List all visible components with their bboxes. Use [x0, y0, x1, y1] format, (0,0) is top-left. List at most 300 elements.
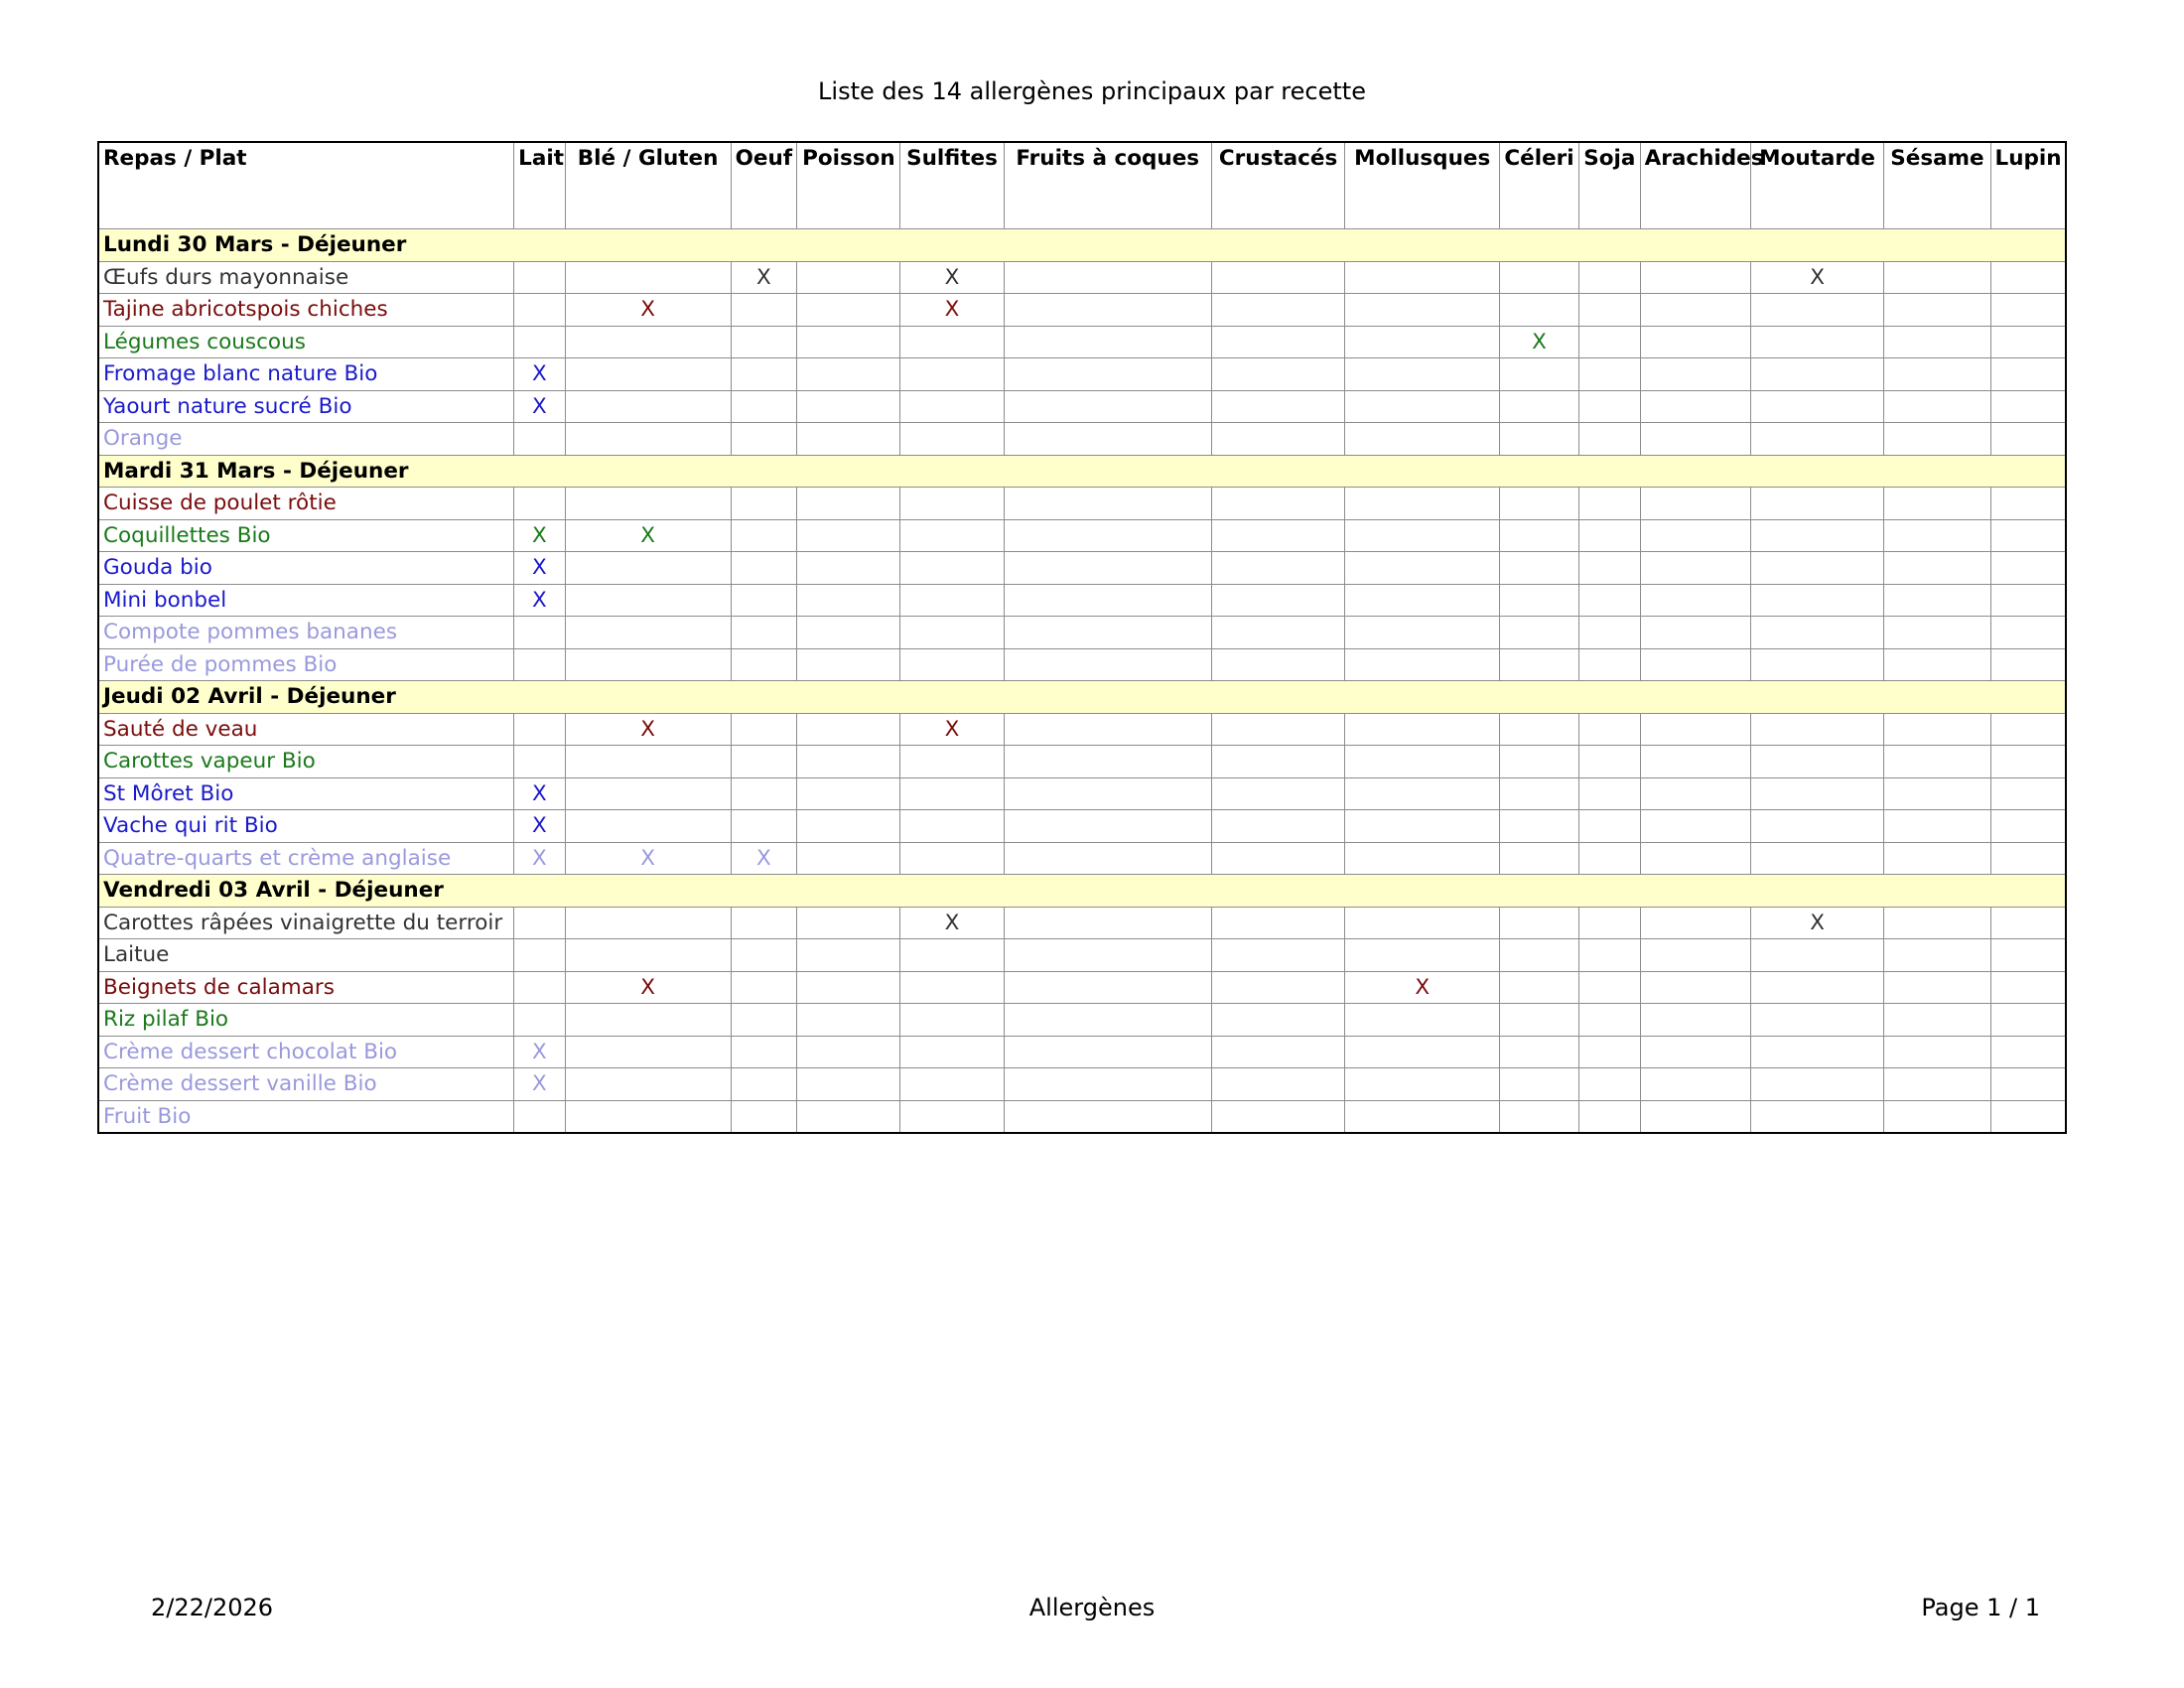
allergen-cell: [797, 326, 900, 358]
table-row: [98, 746, 2066, 778]
allergen-cell: [900, 423, 1004, 456]
allergen-cell: [565, 648, 731, 681]
allergen-cell: [1640, 810, 1750, 843]
allergen-cell: [514, 939, 566, 972]
allergen-cell: [1345, 939, 1500, 972]
allergen-cell: X: [565, 519, 731, 552]
dish-name: Fruit Bio: [98, 1100, 514, 1133]
dish-name: Gouda bio: [98, 552, 514, 585]
allergen-cell: [1640, 842, 1750, 875]
allergen-cell: [1884, 746, 1990, 778]
allergen-cell: [1500, 939, 1579, 972]
allergen-cell: [1990, 617, 2066, 649]
dish-name: Crème dessert chocolat Bio: [98, 1036, 514, 1068]
allergen-cell: [1640, 1068, 1750, 1101]
table-row: [98, 1036, 2066, 1068]
allergen-cell: [1640, 261, 1750, 294]
allergen-cell: [1990, 907, 2066, 939]
allergen-cell: [797, 713, 900, 746]
allergen-cell: [1578, 584, 1640, 617]
allergen-cell: [1500, 648, 1579, 681]
allergen-cell: X: [514, 358, 566, 391]
allergen-cell: X: [514, 842, 566, 875]
allergen-cell: [1750, 488, 1883, 520]
allergen-cell: [1640, 907, 1750, 939]
allergen-cell: [731, 939, 797, 972]
allergen-cell: [1004, 939, 1211, 972]
table-row: [98, 326, 2066, 358]
allergen-cell: [900, 617, 1004, 649]
allergen-cell: X: [1750, 907, 1883, 939]
allergen-cell: [1500, 519, 1579, 552]
allergen-cell: [1990, 971, 2066, 1004]
header-allergen: Poisson: [797, 142, 900, 229]
allergen-cell: [797, 358, 900, 391]
table-row: [98, 423, 2066, 456]
allergen-cell: [565, 488, 731, 520]
allergen-cell: [1884, 648, 1990, 681]
allergen-cell: [1345, 810, 1500, 843]
allergen-cell: [1004, 842, 1211, 875]
section-row: [98, 681, 2066, 714]
dish-name: Crème dessert vanille Bio: [98, 1068, 514, 1101]
allergen-cell: [1004, 777, 1211, 810]
allergen-cell: [1500, 746, 1579, 778]
allergen-cell: [1500, 810, 1579, 843]
allergen-cell: [900, 648, 1004, 681]
dish-name: St Môret Bio: [98, 777, 514, 810]
allergen-cell: [1640, 1036, 1750, 1068]
allergen-cell: [1640, 294, 1750, 327]
allergen-cell: [1500, 584, 1579, 617]
allergen-cell: [1578, 326, 1640, 358]
allergen-cell: [1578, 746, 1640, 778]
allergen-cell: [1750, 1068, 1883, 1101]
allergen-cell: [1500, 713, 1579, 746]
allergen-cell: [1640, 326, 1750, 358]
allergen-cell: [1004, 713, 1211, 746]
allergen-cell: [1345, 1004, 1500, 1037]
header-allergen: Céleri: [1500, 142, 1579, 229]
allergen-cell: [1004, 746, 1211, 778]
allergen-cell: [1884, 1100, 1990, 1133]
allergen-cell: [565, 939, 731, 972]
allergen-cell: [1211, 423, 1344, 456]
allergen-cell: [1211, 519, 1344, 552]
allergen-cell: [797, 294, 900, 327]
allergen-cell: [1345, 261, 1500, 294]
dish-name: Vache qui rit Bio: [98, 810, 514, 843]
allergen-cell: X: [514, 584, 566, 617]
allergen-cell: [797, 1004, 900, 1037]
allergen-cell: [1990, 1036, 2066, 1068]
allergen-cell: [1211, 358, 1344, 391]
dish-name: Fromage blanc nature Bio: [98, 358, 514, 391]
allergen-cell: [1345, 519, 1500, 552]
allergen-cell: [1345, 326, 1500, 358]
dish-name: Coquillettes Bio: [98, 519, 514, 552]
dish-name: Carottes vapeur Bio: [98, 746, 514, 778]
allergen-cell: [514, 971, 566, 1004]
allergen-cell: [1750, 552, 1883, 585]
allergen-cell: X: [900, 261, 1004, 294]
allergen-cell: [1345, 907, 1500, 939]
allergen-cell: [900, 390, 1004, 423]
table-row: [98, 617, 2066, 649]
allergen-cell: [797, 971, 900, 1004]
table-row: [98, 842, 2066, 875]
table-row: [98, 390, 2066, 423]
allergen-cell: [731, 971, 797, 1004]
allergen-cell: [1211, 584, 1344, 617]
allergen-cell: X: [731, 261, 797, 294]
allergen-cell: [1500, 1068, 1579, 1101]
allergen-cell: [514, 648, 566, 681]
header-allergen: Fruits à coques: [1004, 142, 1211, 229]
allergen-cell: [1578, 777, 1640, 810]
header-allergen: Sulfites: [900, 142, 1004, 229]
allergen-cell: [1004, 390, 1211, 423]
allergen-cell: X: [514, 390, 566, 423]
allergen-cell: [1884, 390, 1990, 423]
allergen-cell: [900, 584, 1004, 617]
dish-name: Compote pommes bananes: [98, 617, 514, 649]
allergen-cell: [1345, 358, 1500, 391]
header-allergen: Moutarde: [1750, 142, 1883, 229]
allergen-cell: [1750, 519, 1883, 552]
allergen-cell: [1578, 810, 1640, 843]
allergen-cell: [1004, 488, 1211, 520]
allergen-cell: [731, 294, 797, 327]
allergen-cell: [1211, 648, 1344, 681]
allergen-cell: [1004, 1004, 1211, 1037]
allergen-cell: [731, 1068, 797, 1101]
allergen-cell: [1004, 1068, 1211, 1101]
section-label: Jeudi 02 Avril - Déjeuner: [98, 681, 2066, 714]
allergen-cell: [1500, 261, 1579, 294]
allergen-cell: [1884, 519, 1990, 552]
allergen-cell: [1578, 617, 1640, 649]
allergen-cell: [731, 326, 797, 358]
allergen-cell: [1500, 552, 1579, 585]
allergen-cell: [1345, 777, 1500, 810]
allergen-cell: X: [1345, 971, 1500, 1004]
header-allergen: Lait: [514, 142, 566, 229]
allergen-cell: [1004, 358, 1211, 391]
allergen-cell: X: [514, 552, 566, 585]
allergen-cell: [1884, 939, 1990, 972]
allergen-cell: [1750, 584, 1883, 617]
dish-name: Riz pilaf Bio: [98, 1004, 514, 1037]
header-allergen: Crustacés: [1211, 142, 1344, 229]
allergen-cell: [1004, 907, 1211, 939]
allergen-cell: [565, 390, 731, 423]
allergen-cell: [1990, 390, 2066, 423]
table-row: [98, 971, 2066, 1004]
allergen-cell: [514, 746, 566, 778]
table-row: [98, 488, 2066, 520]
dish-name: Œufs durs mayonnaise: [98, 261, 514, 294]
allergen-cell: [565, 326, 731, 358]
allergen-cell: [797, 842, 900, 875]
allergen-cell: [1750, 1036, 1883, 1068]
allergen-cell: [1211, 810, 1344, 843]
allergen-cell: [1004, 648, 1211, 681]
allergen-cell: [1640, 390, 1750, 423]
allergen-cell: [900, 777, 1004, 810]
allergen-cell: [565, 584, 731, 617]
footer-page-number: Page 1 / 1: [1921, 1594, 2040, 1621]
allergen-cell: [1345, 390, 1500, 423]
table-body: [98, 229, 2066, 1134]
allergen-cell: [1211, 294, 1344, 327]
allergen-cell: [1345, 1100, 1500, 1133]
allergen-cell: [565, 261, 731, 294]
allergen-cell: [1990, 939, 2066, 972]
allergen-cell: [514, 907, 566, 939]
table-header-row: [98, 142, 2066, 229]
allergen-cell: [1750, 617, 1883, 649]
allergen-cell: [1578, 907, 1640, 939]
allergen-cell: [1578, 939, 1640, 972]
allergen-cell: [1990, 713, 2066, 746]
allergen-cell: [1640, 648, 1750, 681]
table-row: [98, 552, 2066, 585]
allergen-cell: [731, 390, 797, 423]
allergen-cell: [1345, 423, 1500, 456]
allergen-cell: [731, 423, 797, 456]
allergen-cell: [1345, 488, 1500, 520]
allergen-cell: [1578, 358, 1640, 391]
allergen-cell: [1884, 326, 1990, 358]
dish-name: Quatre-quarts et crème anglaise: [98, 842, 514, 875]
allergen-cell: [514, 1100, 566, 1133]
allergen-cell: X: [514, 519, 566, 552]
allergen-cell: [1990, 519, 2066, 552]
allergen-cell: X: [900, 907, 1004, 939]
allergen-cell: [1500, 294, 1579, 327]
allergen-cell: [565, 1100, 731, 1133]
allergen-cell: [731, 907, 797, 939]
allergen-cell: [514, 617, 566, 649]
allergen-cell: [1640, 358, 1750, 391]
allergen-cell: [1004, 810, 1211, 843]
allergen-cell: [1578, 294, 1640, 327]
allergen-cell: [1578, 390, 1640, 423]
allergen-cell: [565, 1004, 731, 1037]
header-dish: Repas / Plat: [98, 142, 514, 229]
allergen-cell: [1578, 842, 1640, 875]
allergen-cell: [1990, 552, 2066, 585]
allergen-cell: [565, 810, 731, 843]
allergen-cell: [1884, 713, 1990, 746]
allergen-cell: [1640, 746, 1750, 778]
allergen-cell: [1345, 617, 1500, 649]
allergen-cell: [731, 584, 797, 617]
table-row: [98, 519, 2066, 552]
allergen-cell: [1211, 971, 1344, 1004]
allergen-cell: [1211, 777, 1344, 810]
section-row: [98, 229, 2066, 262]
allergen-cell: [1004, 423, 1211, 456]
allergen-cell: [797, 907, 900, 939]
allergen-cell: [1500, 390, 1579, 423]
allergen-cell: [1640, 519, 1750, 552]
allergen-cell: [1884, 584, 1990, 617]
allergen-cell: [565, 1036, 731, 1068]
allergen-cell: [1750, 713, 1883, 746]
allergen-cell: [1578, 971, 1640, 1004]
table-row: [98, 648, 2066, 681]
table-row: [98, 1068, 2066, 1101]
allergen-cell: [1640, 1100, 1750, 1133]
allergen-cell: [797, 777, 900, 810]
allergen-cell: [1211, 713, 1344, 746]
allergen-cell: X: [514, 1036, 566, 1068]
dish-name: Tajine abricotspois chiches: [98, 294, 514, 327]
allergen-cell: [1004, 261, 1211, 294]
allergen-cell: [900, 971, 1004, 1004]
allergen-cell: [1884, 842, 1990, 875]
allergen-cell: [1750, 294, 1883, 327]
allergen-cell: [1578, 488, 1640, 520]
allergen-cell: [1990, 261, 2066, 294]
header-allergen: Lupin: [1990, 142, 2066, 229]
allergen-cell: [1750, 648, 1883, 681]
allergen-cell: [1500, 971, 1579, 1004]
allergen-cell: [514, 1004, 566, 1037]
allergen-cell: [1004, 971, 1211, 1004]
section-label: Vendredi 03 Avril - Déjeuner: [98, 875, 2066, 908]
allergen-cell: [900, 842, 1004, 875]
allergen-cell: [797, 746, 900, 778]
allergen-cell: [1500, 777, 1579, 810]
table-row: [98, 261, 2066, 294]
allergen-cell: [1345, 294, 1500, 327]
allergen-cell: [797, 617, 900, 649]
allergen-cell: [1640, 488, 1750, 520]
allergen-cell: [1211, 552, 1344, 585]
allergen-cell: X: [1500, 326, 1579, 358]
allergen-cell: [797, 584, 900, 617]
allergen-cell: [900, 810, 1004, 843]
allergen-cell: [1500, 358, 1579, 391]
allergen-cell: [1211, 842, 1344, 875]
footer-date: 2/22/2026: [151, 1594, 274, 1621]
section-label: Mardi 31 Mars - Déjeuner: [98, 455, 2066, 488]
allergen-cell: [1345, 842, 1500, 875]
header-allergen: Oeuf: [731, 142, 797, 229]
allergen-cell: [1578, 1068, 1640, 1101]
allergen-cell: [1990, 423, 2066, 456]
allergen-cell: [731, 1036, 797, 1068]
allergen-cell: [1750, 1004, 1883, 1037]
allergen-cell: [1578, 713, 1640, 746]
allergen-cell: [900, 326, 1004, 358]
table-row: [98, 1100, 2066, 1133]
allergen-cell: [1500, 488, 1579, 520]
allergen-cell: [1640, 552, 1750, 585]
allergen-cell: [797, 552, 900, 585]
section-row: [98, 875, 2066, 908]
allergen-cell: [565, 746, 731, 778]
allergen-cell: [1750, 423, 1883, 456]
allergen-cell: [565, 617, 731, 649]
allergen-cell: [797, 390, 900, 423]
allergen-cell: [900, 939, 1004, 972]
allergen-cell: [514, 326, 566, 358]
allergen-cell: [1990, 777, 2066, 810]
allergen-cell: X: [731, 842, 797, 875]
dish-name: Cuisse de poulet rôtie: [98, 488, 514, 520]
allergen-cell: [1884, 1068, 1990, 1101]
allergen-cell: [1990, 746, 2066, 778]
allergen-cell: [797, 810, 900, 843]
allergen-cell: [565, 777, 731, 810]
allergen-cell: [731, 746, 797, 778]
allergen-table: [97, 141, 2067, 1134]
allergen-cell: [565, 907, 731, 939]
allergen-cell: [1004, 1100, 1211, 1133]
allergen-cell: [1990, 1100, 2066, 1133]
allergen-cell: [514, 488, 566, 520]
allergen-cell: [1578, 519, 1640, 552]
allergen-cell: [731, 777, 797, 810]
allergen-cell: [1004, 1036, 1211, 1068]
dish-name: Laitue: [98, 939, 514, 972]
allergen-cell: [1750, 810, 1883, 843]
allergen-cell: [1211, 1068, 1344, 1101]
allergen-cell: [900, 1004, 1004, 1037]
allergen-cell: [1884, 261, 1990, 294]
allergen-cell: X: [1750, 261, 1883, 294]
dish-name: Orange: [98, 423, 514, 456]
allergen-cell: [1884, 1036, 1990, 1068]
table-row: [98, 294, 2066, 327]
allergen-cell: [1211, 746, 1344, 778]
allergen-cell: [514, 261, 566, 294]
allergen-cell: [1500, 1100, 1579, 1133]
allergen-cell: X: [514, 810, 566, 843]
allergen-cell: [797, 519, 900, 552]
allergen-cell: [1500, 1036, 1579, 1068]
allergen-cell: [1578, 1036, 1640, 1068]
allergen-cell: [731, 1004, 797, 1037]
allergen-cell: [1578, 423, 1640, 456]
allergen-cell: [1578, 648, 1640, 681]
section-row: [98, 455, 2066, 488]
allergen-cell: [731, 488, 797, 520]
allergen-cell: [1211, 488, 1344, 520]
allergen-cell: [1345, 584, 1500, 617]
table-row: [98, 939, 2066, 972]
allergen-cell: [1345, 1036, 1500, 1068]
allergen-cell: [1884, 294, 1990, 327]
allergen-cell: [797, 261, 900, 294]
allergen-cell: [1640, 584, 1750, 617]
allergen-cell: [1990, 358, 2066, 391]
table-row: [98, 358, 2066, 391]
allergen-cell: [514, 713, 566, 746]
dish-name: Purée de pommes Bio: [98, 648, 514, 681]
table-row: [98, 777, 2066, 810]
footer-title: Allergènes: [1028, 1594, 1156, 1621]
allergen-cell: [1750, 390, 1883, 423]
allergen-cell: [900, 488, 1004, 520]
allergen-cell: [1211, 326, 1344, 358]
allergen-cell: [1750, 971, 1883, 1004]
allergen-cell: [1500, 1004, 1579, 1037]
